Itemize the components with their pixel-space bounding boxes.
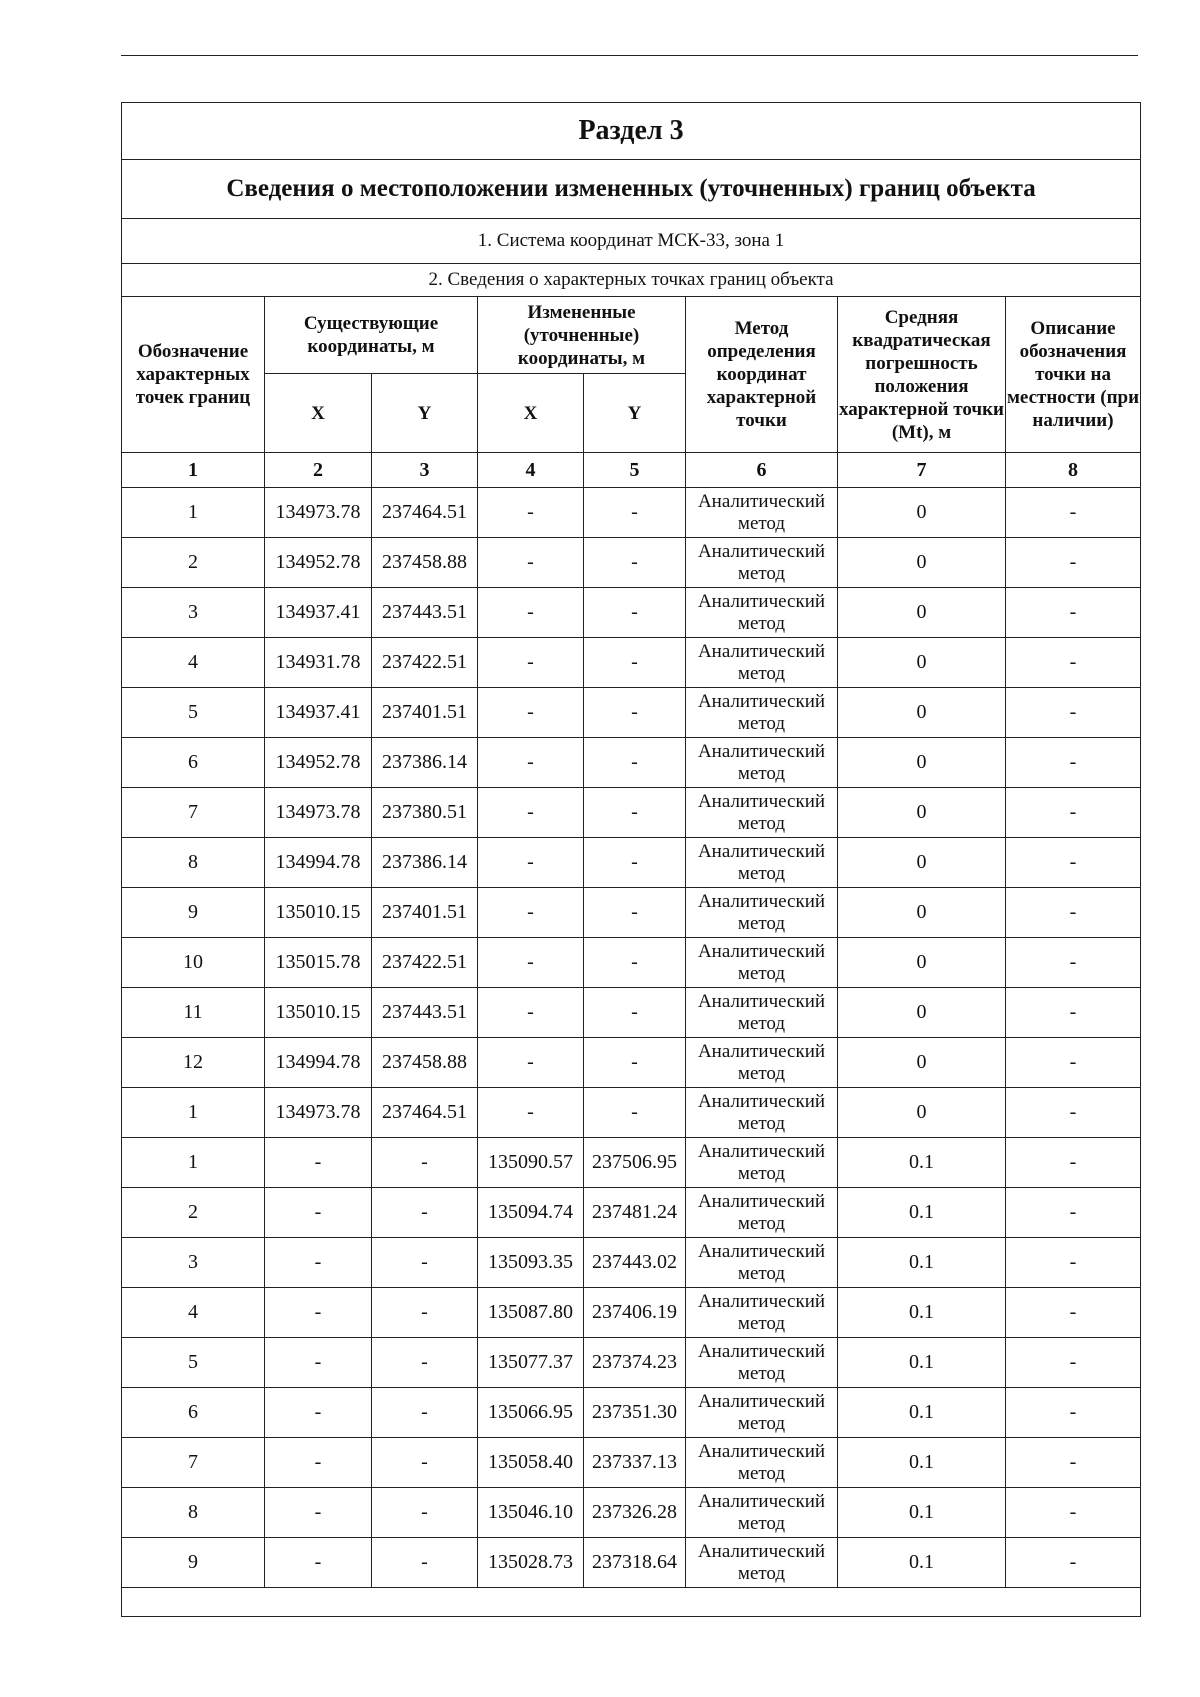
top-rule	[121, 55, 1138, 56]
header-changed-coords: Измененные (уточненные) координаты, м	[478, 297, 686, 374]
cell-description: -	[1006, 688, 1141, 738]
cell-existing-x: 134973.78	[265, 1088, 372, 1138]
cell-method: Аналитический метод	[686, 638, 838, 688]
cell-method: Аналитический метод	[686, 788, 838, 838]
column-number: 3	[372, 453, 478, 488]
cell-changed-y: 237337.13	[584, 1438, 686, 1488]
cell-existing-x: 134952.78	[265, 538, 372, 588]
cell-changed-x: 135028.73	[478, 1538, 584, 1588]
cell-accuracy: 0.1	[838, 1388, 1006, 1438]
cell-accuracy: 0	[838, 538, 1006, 588]
cell-changed-x: -	[478, 838, 584, 888]
table-row	[122, 938, 1141, 988]
cell-method: Аналитический метод	[686, 1088, 838, 1138]
cell-accuracy: 0.1	[838, 1438, 1006, 1488]
cell-changed-x: 135066.95	[478, 1388, 584, 1438]
cell-changed-y: -	[584, 588, 686, 638]
cell-method: Аналитический метод	[686, 588, 838, 638]
cell-point: 2	[122, 1188, 265, 1238]
header-existing-coords: Существующие координаты, м	[265, 297, 478, 374]
cell-method: Аналитический метод	[686, 938, 838, 988]
cell-existing-y: -	[372, 1538, 478, 1588]
table-row	[122, 588, 1141, 638]
cell-method: Аналитический метод	[686, 738, 838, 788]
header-description: Описание обозначения точки на местности (при наличии)	[1006, 297, 1141, 453]
cell-method: Аналитический метод	[686, 1338, 838, 1388]
table-row	[122, 888, 1141, 938]
cell-description: -	[1006, 938, 1141, 988]
table-row	[122, 1238, 1141, 1288]
cell-changed-y: 237318.64	[584, 1538, 686, 1588]
cell-changed-x: 135094.74	[478, 1188, 584, 1238]
coordinate-system: 1. Система координат МСК-33, зона 1	[122, 219, 1141, 264]
cell-method: Аналитический метод	[686, 1388, 838, 1438]
table-row	[122, 838, 1141, 888]
cell-existing-x: 135015.78	[265, 938, 372, 988]
cell-existing-x: -	[265, 1138, 372, 1188]
cell-existing-x: -	[265, 1188, 372, 1238]
cell-point: 7	[122, 788, 265, 838]
cell-existing-y: -	[372, 1288, 478, 1338]
cell-changed-x: -	[478, 988, 584, 1038]
cell-description: -	[1006, 1038, 1141, 1088]
header-changed-y: Y	[584, 374, 686, 453]
cell-changed-x: -	[478, 1038, 584, 1088]
table-row	[122, 1338, 1141, 1388]
cell-accuracy: 0	[838, 938, 1006, 988]
cell-changed-y: -	[584, 488, 686, 538]
cell-method: Аналитический метод	[686, 688, 838, 738]
cell-changed-x: 135093.35	[478, 1238, 584, 1288]
cell-description: -	[1006, 1088, 1141, 1138]
cell-changed-y: -	[584, 638, 686, 688]
cell-existing-x: 134973.78	[265, 488, 372, 538]
cell-point: 8	[122, 1488, 265, 1538]
cell-accuracy: 0.1	[838, 1138, 1006, 1188]
cell-existing-x: 135010.15	[265, 988, 372, 1038]
cell-point: 6	[122, 738, 265, 788]
cell-accuracy: 0	[838, 888, 1006, 938]
cell-method: Аналитический метод	[686, 888, 838, 938]
column-number: 5	[584, 453, 686, 488]
cell-existing-y: -	[372, 1438, 478, 1488]
section-subtitle: Сведения о местоположении измененных (уточненных) границ объекта	[122, 160, 1141, 219]
header-existing-y: Y	[372, 374, 478, 453]
cell-changed-y: -	[584, 938, 686, 988]
cell-changed-y: -	[584, 738, 686, 788]
cell-existing-x: -	[265, 1238, 372, 1288]
cell-point: 8	[122, 838, 265, 888]
cell-changed-x: -	[478, 738, 584, 788]
cell-point: 12	[122, 1038, 265, 1088]
cell-description: -	[1006, 1438, 1141, 1488]
cell-existing-x: 134973.78	[265, 788, 372, 838]
cell-description: -	[1006, 988, 1141, 1038]
cell-point: 4	[122, 1288, 265, 1338]
table-row	[122, 738, 1141, 788]
table-row	[122, 1388, 1141, 1438]
cell-existing-y: 237443.51	[372, 988, 478, 1038]
cell-changed-y: 237506.95	[584, 1138, 686, 1188]
cell-changed-x: 135046.10	[478, 1488, 584, 1538]
cell-changed-y: 237481.24	[584, 1188, 686, 1238]
table-row	[122, 1288, 1141, 1338]
table-row	[122, 638, 1141, 688]
cell-description: -	[1006, 1488, 1141, 1538]
cell-existing-x: -	[265, 1388, 372, 1438]
blank-row	[122, 1588, 1141, 1617]
cell-description: -	[1006, 638, 1141, 688]
cell-existing-y: -	[372, 1388, 478, 1438]
cell-accuracy: 0	[838, 988, 1006, 1038]
table-row	[122, 1138, 1141, 1188]
cell-existing-x: 134952.78	[265, 738, 372, 788]
cell-method: Аналитический метод	[686, 488, 838, 538]
cell-changed-y: -	[584, 888, 686, 938]
cell-accuracy: 0.1	[838, 1188, 1006, 1238]
cell-point: 1	[122, 1088, 265, 1138]
cell-changed-y: -	[584, 1088, 686, 1138]
cell-accuracy: 0	[838, 638, 1006, 688]
cell-existing-x: -	[265, 1438, 372, 1488]
cell-existing-y: -	[372, 1238, 478, 1288]
cell-existing-y: 237386.14	[372, 738, 478, 788]
cell-description: -	[1006, 1138, 1141, 1188]
table-row	[122, 688, 1141, 738]
cell-description: -	[1006, 1538, 1141, 1588]
cell-point: 4	[122, 638, 265, 688]
cell-accuracy: 0	[838, 1088, 1006, 1138]
cell-accuracy: 0.1	[838, 1338, 1006, 1388]
header-changed-x: X	[478, 374, 584, 453]
cell-description: -	[1006, 1188, 1141, 1238]
cell-point: 10	[122, 938, 265, 988]
cell-point: 1	[122, 488, 265, 538]
cell-description: -	[1006, 1238, 1141, 1288]
cell-accuracy: 0.1	[838, 1238, 1006, 1288]
cell-changed-x: 135077.37	[478, 1338, 584, 1388]
cell-existing-y: -	[372, 1338, 478, 1388]
cell-changed-y: 237406.19	[584, 1288, 686, 1338]
cell-changed-y: -	[584, 838, 686, 888]
cell-method: Аналитический метод	[686, 1438, 838, 1488]
cell-point: 11	[122, 988, 265, 1038]
column-number: 2	[265, 453, 372, 488]
cell-method: Аналитический метод	[686, 538, 838, 588]
cell-method: Аналитический метод	[686, 1038, 838, 1088]
table-row	[122, 1188, 1141, 1238]
cell-existing-y: 237401.51	[372, 688, 478, 738]
cell-existing-x: 135010.15	[265, 888, 372, 938]
cell-point: 9	[122, 888, 265, 938]
table-row	[122, 988, 1141, 1038]
cell-point: 2	[122, 538, 265, 588]
cell-existing-y: 237380.51	[372, 788, 478, 838]
table-row	[122, 538, 1141, 588]
cell-changed-x: 135087.80	[478, 1288, 584, 1338]
cell-method: Аналитический метод	[686, 1188, 838, 1238]
cell-method: Аналитический метод	[686, 1238, 838, 1288]
column-number: 6	[686, 453, 838, 488]
cell-changed-x: -	[478, 638, 584, 688]
cell-point: 5	[122, 688, 265, 738]
cell-changed-x: 135090.57	[478, 1138, 584, 1188]
cell-accuracy: 0.1	[838, 1538, 1006, 1588]
cell-description: -	[1006, 788, 1141, 838]
table-row	[122, 788, 1141, 838]
cell-existing-y: -	[372, 1488, 478, 1538]
table-row	[122, 1438, 1141, 1488]
table-row	[122, 1538, 1141, 1588]
cell-existing-y: 237464.51	[372, 488, 478, 538]
cell-changed-y: 237374.23	[584, 1338, 686, 1388]
cell-changed-x: -	[478, 688, 584, 738]
section-title: Раздел 3	[122, 103, 1141, 160]
cell-accuracy: 0	[838, 488, 1006, 538]
column-number-row	[122, 453, 1141, 488]
cell-existing-x: 134931.78	[265, 638, 372, 688]
cell-existing-x: 134937.41	[265, 688, 372, 738]
cell-point: 6	[122, 1388, 265, 1438]
cell-method: Аналитический метод	[686, 1488, 838, 1538]
header-method: Метод определения координат характерной точки	[686, 297, 838, 453]
cell-changed-x: -	[478, 1088, 584, 1138]
header-designation: Обозначение характерных точек границ	[122, 297, 265, 453]
cell-existing-x: 134994.78	[265, 838, 372, 888]
cell-changed-x: -	[478, 938, 584, 988]
cell-existing-y: 237422.51	[372, 638, 478, 688]
cell-changed-x: -	[478, 788, 584, 838]
cell-point: 5	[122, 1338, 265, 1388]
header-existing-x: X	[265, 374, 372, 453]
cell-changed-x: -	[478, 888, 584, 938]
cell-accuracy: 0	[838, 788, 1006, 838]
blank-cell	[122, 1588, 1141, 1617]
table-row	[122, 1038, 1141, 1088]
cell-point: 3	[122, 1238, 265, 1288]
cell-changed-x: -	[478, 538, 584, 588]
column-number: 4	[478, 453, 584, 488]
cell-changed-y: 237351.30	[584, 1388, 686, 1438]
cell-existing-y: 237464.51	[372, 1088, 478, 1138]
cell-point: 3	[122, 588, 265, 638]
cell-changed-x: -	[478, 488, 584, 538]
document-sheet	[121, 102, 1140, 1617]
cell-existing-y: 237386.14	[372, 838, 478, 888]
cell-accuracy: 0	[838, 1038, 1006, 1088]
cell-accuracy: 0	[838, 588, 1006, 638]
cell-accuracy: 0	[838, 738, 1006, 788]
table-row	[122, 1488, 1141, 1538]
cell-changed-y: -	[584, 538, 686, 588]
cell-changed-y: -	[584, 788, 686, 838]
cell-method: Аналитический метод	[686, 1288, 838, 1338]
cell-point: 9	[122, 1538, 265, 1588]
cell-accuracy: 0.1	[838, 1488, 1006, 1538]
cell-existing-x: 134937.41	[265, 588, 372, 638]
cell-existing-x: -	[265, 1488, 372, 1538]
cell-existing-y: 237458.88	[372, 1038, 478, 1088]
cell-description: -	[1006, 888, 1141, 938]
cell-point: 7	[122, 1438, 265, 1488]
table-row	[122, 488, 1141, 538]
cell-existing-x: -	[265, 1538, 372, 1588]
cell-description: -	[1006, 1388, 1141, 1438]
cell-description: -	[1006, 588, 1141, 638]
cell-changed-y: -	[584, 1038, 686, 1088]
cell-method: Аналитический метод	[686, 1538, 838, 1588]
cell-description: -	[1006, 1288, 1141, 1338]
column-number: 8	[1006, 453, 1141, 488]
cell-existing-y: 237458.88	[372, 538, 478, 588]
column-number: 7	[838, 453, 1006, 488]
cell-changed-y: 237326.28	[584, 1488, 686, 1538]
cell-accuracy: 0	[838, 688, 1006, 738]
cell-changed-y: -	[584, 688, 686, 738]
cell-description: -	[1006, 488, 1141, 538]
cell-changed-x: -	[478, 588, 584, 638]
points-heading: 2. Сведения о характерных точках границ объекта	[122, 264, 1141, 297]
cell-description: -	[1006, 1338, 1141, 1388]
column-number: 1	[122, 453, 265, 488]
cell-description: -	[1006, 738, 1141, 788]
cell-existing-x: -	[265, 1288, 372, 1338]
cell-accuracy: 0	[838, 838, 1006, 888]
cell-changed-x: 135058.40	[478, 1438, 584, 1488]
cell-method: Аналитический метод	[686, 1138, 838, 1188]
cell-existing-y: 237401.51	[372, 888, 478, 938]
cell-accuracy: 0.1	[838, 1288, 1006, 1338]
cell-existing-y: 237443.51	[372, 588, 478, 638]
cell-existing-x: -	[265, 1338, 372, 1388]
cell-existing-x: 134994.78	[265, 1038, 372, 1088]
cell-changed-y: 237443.02	[584, 1238, 686, 1288]
header-accuracy: Средняя квадратическая погрешность положения характерной точки (Mt), м	[838, 297, 1006, 453]
boundary-points-table	[121, 102, 1141, 1617]
cell-changed-y: -	[584, 988, 686, 1038]
cell-method: Аналитический метод	[686, 838, 838, 888]
cell-point: 1	[122, 1138, 265, 1188]
cell-existing-y: 237422.51	[372, 938, 478, 988]
cell-method: Аналитический метод	[686, 988, 838, 1038]
cell-description: -	[1006, 838, 1141, 888]
cell-description: -	[1006, 538, 1141, 588]
cell-existing-y: -	[372, 1138, 478, 1188]
table-row	[122, 1088, 1141, 1138]
cell-existing-y: -	[372, 1188, 478, 1238]
